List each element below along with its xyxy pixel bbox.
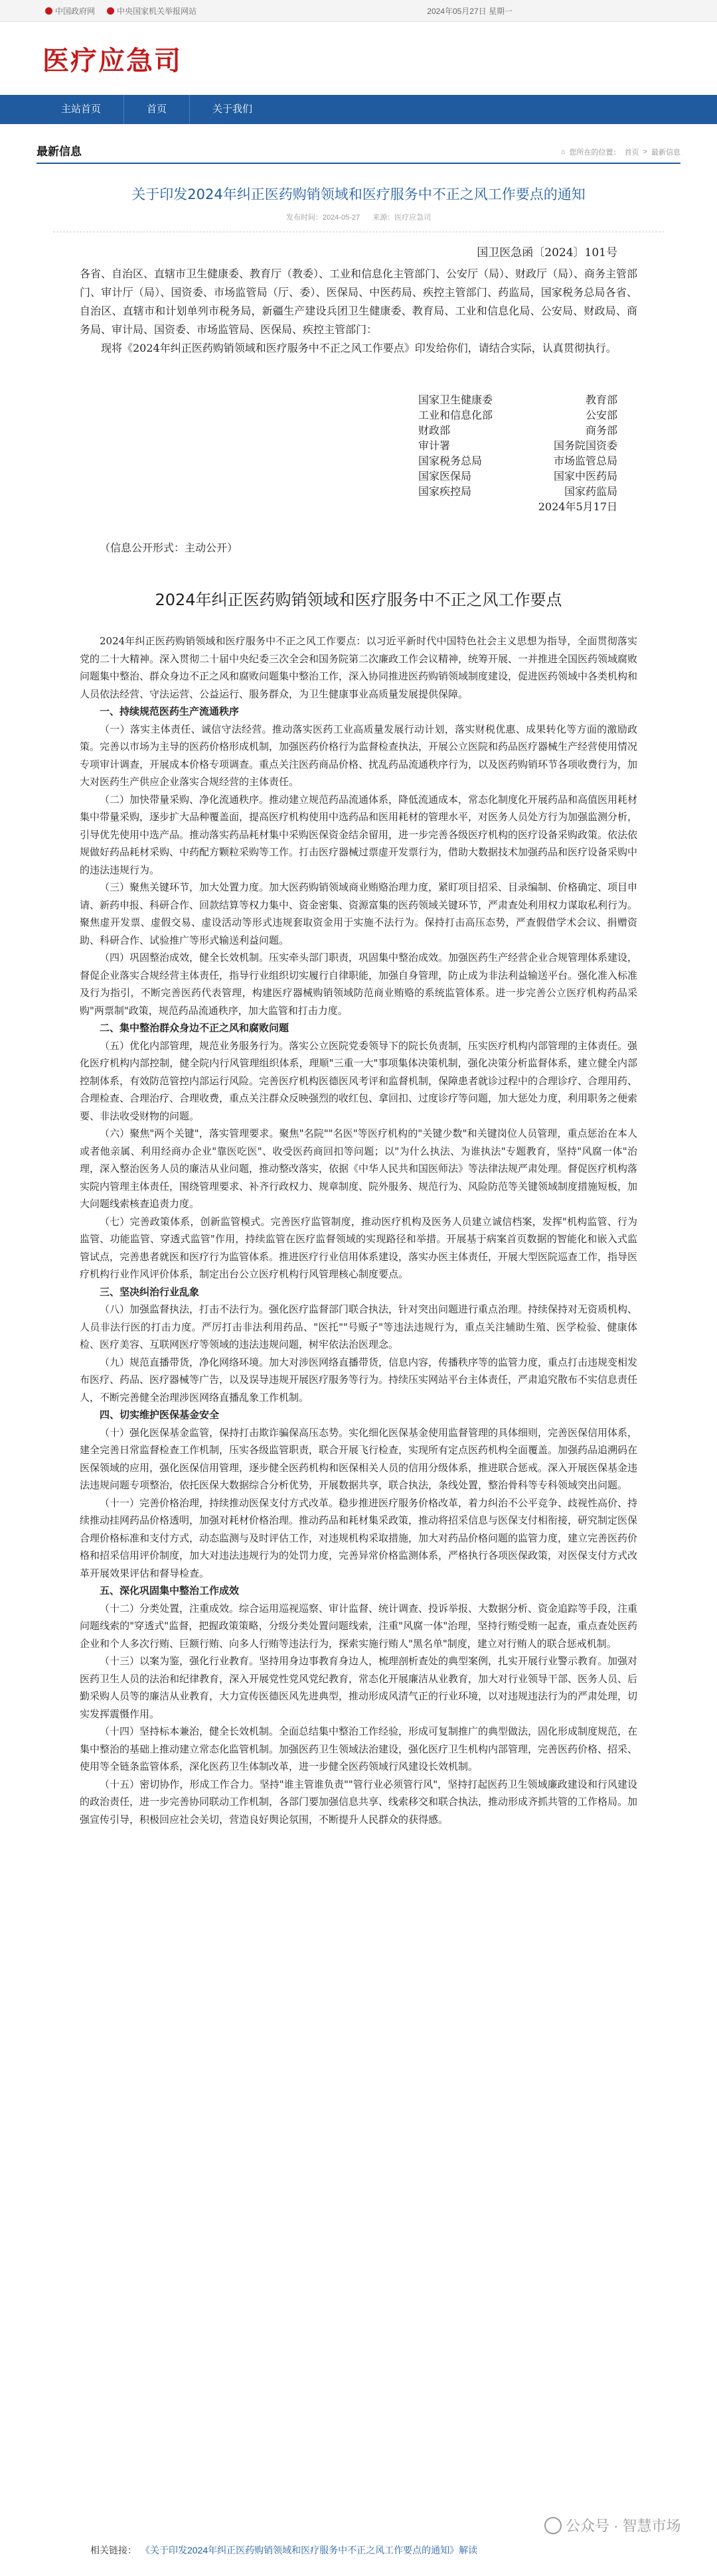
body-paragraph: （五）优化内部管理，规范业务服务行为。落实公立医院党委领导下的院长负责制，压实医疗机构内部管理的主体责任。强化医疗机构内部控制，健全院内行风管理组织体系，理顺"三重一大"事项集体决策机制，强化决策分析监督体系，建立健全内部控制体系，有效防范管控内部运行风险。完善医疗机构医德医风考评和监督机制，保障患者就诊过程中的合理诊疗、合理用药、合理检查、合理治疗、合理收费，重点关注群众反映强烈的收红包、拿回扣、过度诊疗等问题，加大惩处力度，利用职务之便索要、非法收受财物的问题。 bbox=[80, 1039, 638, 1122]
site-logo[interactable]: 医疗应急司 bbox=[42, 45, 182, 76]
gov-link[interactable]: 中国政府网 bbox=[45, 5, 95, 17]
sender-department: 国家卫生健康委 bbox=[418, 394, 493, 406]
body-paragraph: （八）加强监督执法，打击不法行为。强化医疗监督部门联合执法，针对突出问题进行重点治理。持续保持对无资质机构、人员非法行医的打击力度。严厉打击非法利用药品、"医托""号贩子"等违法违规行为，重点关注辅助生殖、医学检验、健康体检、医疗美容、互联网医疗等领域的违法违规问题，树牢依法治医理念。 bbox=[80, 1303, 638, 1350]
report-emblem-icon bbox=[107, 7, 114, 15]
wechat-icon bbox=[544, 2517, 562, 2534]
attachment-body bbox=[80, 632, 637, 1828]
disclosure-note: （信息公开形式：主动公开） bbox=[100, 541, 238, 554]
section-heading: 二、集中整治群众身边不正之风和腐败问题 bbox=[100, 1022, 289, 1034]
nav-about[interactable]: 关于我们 bbox=[212, 104, 253, 115]
section-header bbox=[37, 137, 680, 164]
body-paragraph: （六）聚焦"两个关键"，落实管理要求。聚焦"名院""名医"等医疗机构的"关键少数"和关键岗位人员管理，重点惩治在本人或者他亲属、利用经商办企业"靠医吃医"、收受医药商回扣等问题；以"为什么执法、为谁执法"专题教育，坚持"风腐一体"治理，深入整治医务人员的廉洁从业问题，推动整改落实，依据《中华人民共和国医师法》等法律法规严肃处理。督促医疗机构落实院内管理主体责任，围绕管理要求、补齐行政权力、规章制度、院外服务、规范行为、风险防范等关键领域制度措施短板，加大问题线索核查追责力度。 bbox=[80, 1127, 638, 1210]
sender-department: 国家医保局 bbox=[418, 470, 472, 482]
section-title: 最新信息 bbox=[37, 145, 82, 158]
body-paragraph: （十二）分类处置，注重成效。综合运用巡视巡察、审计监督、统计调查、投诉举报、大数据分析、资金追踪等手段，注重问题线索的"穿透式"监督，把握政策策略，分级分类处置问题线索，注重"风腐一体"治理，坚持行贿受贿一起查，重点查处医药企业和个人多次行贿、巨额行贿、向多人行贿等违法行为，探索实施行贿人"黑名单"制度，建立对行贿人的联合惩戒机制。 bbox=[80, 1602, 638, 1650]
sender-department: 国家税务总局 bbox=[418, 455, 483, 467]
sender-department: 公安部 bbox=[585, 409, 617, 421]
notice-text: 现将《2024年纠正医药购销领域和医疗服务中不正之风工作要点》印发给你们，请结合实际，认真贯彻执行。 bbox=[101, 342, 617, 354]
breadcrumb-home[interactable]: 首页 bbox=[624, 149, 639, 157]
breadcrumb-section[interactable]: 最新信息 bbox=[651, 149, 680, 157]
sender-department: 审计署 bbox=[418, 439, 451, 452]
body-paragraph: （十一）完善价格治理，持续推动医保支付方式改革。稳步推进医疗服务价格改革，着力纠治不公平竞争、歧视性高价、持续推动挂网药品价格透明，加强对耗材价格治理。推动药品和耗材集采政策，推动将招采信息与医保支付相衔接，研究制定医保合理价格标准和支付方式，动态监测与及时评估工作，对违规机构采取措施，加大对药品价格问题的监管力度，建立完善医药价格和招采信用评价制度，加大对违法违规行为的处罚力度，完善异常价格监测体系，严格执行各项医保政策，对医保支付方式改革开展效果评估和督导检查。 bbox=[80, 1496, 638, 1579]
section-heading: 三、坚决纠治行业乱象 bbox=[100, 1285, 200, 1298]
sender-department: 国家药监局 bbox=[564, 485, 617, 498]
body-paragraph: （十四）坚持标本兼治，健全长效机制。全面总结集中整治工作经验，形成可复制推广的典型做法，固化形成制度规范，在集中整治的基础上推动建立常态化监管机制。加强医药卫生领域法治建设，强化医疗卫生机构内部管理，完善医药价格、招采、使用等全链条监管体系，深化医药卫生体制改革，进一步健全医药领域行风建设长效机制。 bbox=[80, 1725, 638, 1772]
sender-department: 国家中医药局 bbox=[553, 470, 617, 482]
body-paragraph: （十三）以案为鉴，强化行业教育。坚持用身边事教育身边人，梳理剖析查处的典型案例，扎实开展行业警示教育。加强对医药卫生人员的法治和纪律教育，深入开展党性党风党纪教育，常态化开展廉洁从业教育，加大对行业领导干部、医务人员、后勤采购人员等的廉洁从业教育，大力宣传医德医风先进典型，推动形成风清气正的行业环境，以对违规违法行为的严肃处理，切实发挥震慑作用。 bbox=[80, 1655, 638, 1720]
breadcrumb: ⌂ 您所在的位置： 首页 > 最新信息 bbox=[560, 148, 680, 157]
document-number: 国卫医急函〔2024〕101号 bbox=[477, 246, 617, 259]
body-paragraph: 2024年纠正医药购销领域和医疗服务中不正之风工作要点：以习近平新时代中国特色社会主义思想为指导，全面贯彻落实党的二十大精神。深入贯彻二十届中央纪委三次全会和国务院第二次廉政工作会议精神，统筹开展、一并推进全国医药领域腐败问题集中整治、群众身边不正之风和腐败问题集中整治工作，深入协同推进医药购销领域制度建设，促进医药领域中各类机构和人员依法经营、守法运营、公益运行、服务群众，为卫生健康事业高质量发展提供保障。 bbox=[80, 635, 638, 700]
issue-date: 2024年5月17日 bbox=[538, 500, 617, 513]
current-date: 2024年05月27日 星期一 bbox=[427, 6, 513, 16]
body-paragraph: （一）落实主体责任、诚信守法经营。推动落实医药工业高质量发展行动计划，落实财税优惠、成果转化等方面的激励政策。完善以市场为主导的医药价格形成机制，加强医药价格行为监督检查执法，开展公立医院和药品医疗器械生产经营使用情况专项审计调查，开展成本价格专项调查。重点关注医药商品价格、扰乱药品流通秩序行为，以及医药购销环节各项收费行为，加大对医药生产供应企业落实合规经营的主体责任。 bbox=[80, 723, 638, 788]
publish-date: 发布时间：2024-05-27 bbox=[285, 214, 360, 222]
main-nav bbox=[0, 95, 717, 124]
attachment-title: 2024年纠正医药购销领域和医疗服务中不正之风工作要点 bbox=[155, 591, 562, 609]
watermark: 公众号 · 智慧市场 bbox=[544, 2515, 681, 2536]
site-header bbox=[0, 22, 717, 95]
body-paragraph: （七）完善政策体系，创新监管模式。完善医疗监管制度，推动医疗机构及医务人员建立诚信档案，发挥"机构监管、行为监管、功能监管、穿透式监管"作用，持续监管在医疗监督领域的实现路径和举措。开展基于病案首页数据的智能化和嵌入式监管试点，完善患者就医和医疗行为监管体系。推进医疗行业信用体系建设，落实办医主体责任，开展大型医院巡查工作，指导医疗机构行业作风评价体系，制定出台公立医疗机构行风管理核心制度要点。 bbox=[80, 1215, 638, 1280]
sender-department: 工业和信息化部 bbox=[418, 409, 493, 421]
body-paragraph: （十五）密切协作，形成工作合力。坚持"谁主管谁负责""管行业必须管行风"，坚持打起医药卫生领域廉政建设和行风建设的政治责任，进一步完善协同联动工作机制，各部门要加强信息共享、线索移交和联合执法，推动形成齐抓共管的工作格局。加强宣传引导，积极回应社会关切，营造良好舆论氛围，不断提升人民群众的获得感。 bbox=[80, 1778, 638, 1825]
nav-home[interactable]: 首页 bbox=[124, 95, 190, 124]
sender-department: 国务院国资委 bbox=[553, 439, 617, 452]
body-paragraph: （四）巩固整治成效，健全长效机制。压实牵头部门职责，巩固集中整治成效。加强医药生产经营企业合规管理体系建设，督促企业落实合规经营主体责任，指导行业组织切实履行自律职能，加强自身管理，防止成为非法利益输送平台。强化准入标准及行为指引，不断完善医药代表管理，构建医疗器械购销领域防范商业贿赂的系统监管体系。进一步完善公立医疗机构药品采购"两票制"政策，规范药品流通秩序，加大监管和打击力度。 bbox=[80, 952, 638, 1017]
addressee: 各省、自治区、直辖市卫生健康委、教育厅（教委）、工业和信息化主管部门、公安厅（局）、财政厅（局）、商务主管部门、审计厅（局）、国资委、市场监管局（厅、委）、医保局、中医药局、疾控主管部门、药监局，国家税务总局各省、自治区、直辖市和计划单列市税务局，新疆生产建设兵团卫生健康委、教育局、工业和信息化局、公安局、财政局、商务局、审计局、国资委、市场监管局、医保局、疾控主管部门： bbox=[80, 267, 638, 336]
body-paragraph: （三）聚焦关键环节，加大处置力度。加大医药购销领域商业贿赂治理力度，紧盯项目招采、目录编制、价格确定、项目申请、新药申报、科研合作、回款结算等权力集中、资金密集、资源富集的医药领域关键环节，严肃查处利用权力谋取私利行为。聚焦虚开发票、虚假交易、虚设活动等形式违规套取资金用于实施不法行为。保持打击高压态势，严查假借学术会议、捐赠资助、科研合作、试验推广等形式输送利益问题。 bbox=[80, 881, 638, 946]
sender-list bbox=[418, 392, 617, 499]
body-paragraph: （二）加快带量采购、净化流通秩序。推动建立规范药品流通体系，降低流通成本，常态化制度化开展药品和高值医用耗材集中带量采购，逐步扩大品种覆盖面，提高医疗机构使用中选药品和医用耗材的管理水平，对医务人员处方行为加强监测分析，引导优先使用中选产品。推动落实药品耗材集中采购医保资金结余留用，进一步完善各级医疗机构的医疗设备采购政策。依法依规做好药品耗材采购、中药配方颗粒采购等工作。打击医疗器械过票虚开发票行为，借助大数据技术加强药品和医疗设备采购中的违法违规行为。 bbox=[80, 793, 638, 876]
sender-department: 财政部 bbox=[418, 424, 451, 437]
nav-main-home[interactable]: 主站首页 bbox=[39, 95, 124, 124]
body-paragraph: （十）强化医保基金监管，保持打击欺诈骗保高压态势。实化细化医保基金使用监督管理的具体细则，完善医保信用体系，建全完善日常监督检查工作机制，压实各级监管职责，联合开展飞行检查，实现所有定点医药机构全面覆盖。加强药品追溯码在医保领域的应用，强化医保信用管理，逐步健全医药机构和医保相关人员的信用分级体系，推进联合惩戒。深入开展医保基金违法违规问题专项整治，依托医保大数据综合分析优势，开展数据共享，联合执法，条线处置，整治骨科等专科领域突出问题。 bbox=[80, 1426, 638, 1491]
section-heading: 四、切实维护医保基金安全 bbox=[100, 1409, 220, 1421]
report-site-link[interactable]: 中央国家机关举报网站 bbox=[107, 5, 197, 17]
location-icon: ⌂ bbox=[560, 148, 566, 156]
sender-department: 商务部 bbox=[585, 424, 617, 437]
sender-department: 国家疾控局 bbox=[418, 485, 472, 498]
article-meta bbox=[0, 212, 717, 222]
article-source: 来源：医疗应急司 bbox=[372, 214, 432, 222]
sender-department: 市场监管总局 bbox=[553, 455, 617, 467]
national-emblem-icon bbox=[45, 7, 52, 15]
body-paragraph: （九）规范直播带货，净化网络环境。加大对涉医网络直播带货，信息内容，传播秩序等的监管力度，重点打击违规变相发布医疗、药品、医疗器械等广告，以及误导违规开展医疗服务等行为。持续压实网站平台主体责任，严肃追究散布不实信息责任人，不断完善健全治理涉医网络直播乱象工作机制。 bbox=[80, 1356, 638, 1403]
top-utility-bar bbox=[0, 0, 717, 22]
section-heading: 五、深化巩固集中整治工作成效 bbox=[100, 1585, 240, 1597]
issuing-departments bbox=[0, 392, 617, 499]
section-heading: 一、持续规范医药生产流通秩序 bbox=[100, 705, 240, 717]
related-links: 相关链接： 《关于印发2024年纠正医药购销领域和医疗服务中不正之风工作要点的通知》解读 bbox=[90, 2545, 478, 2555]
related-link[interactable]: 《关于印发2024年纠正医药购销领域和医疗服务中不正之风工作要点的通知》解读 bbox=[141, 2545, 478, 2555]
article-title: 关于印发2024年纠正医药购销领域和医疗服务中不正之风工作要点的通知 bbox=[131, 186, 586, 202]
sender-department: 教育部 bbox=[585, 394, 617, 406]
